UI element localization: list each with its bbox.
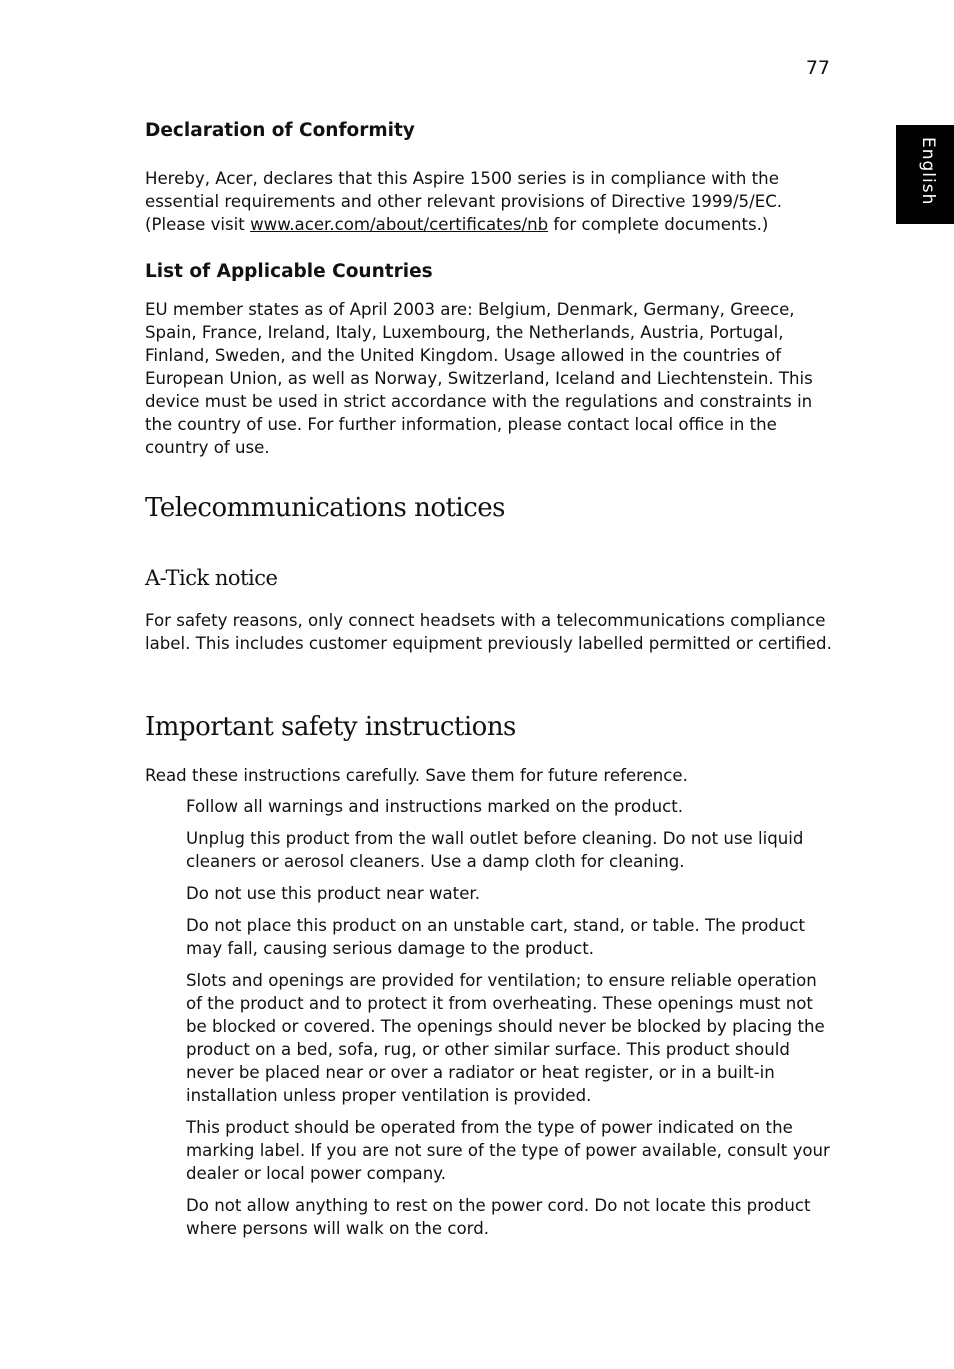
- declaration-text: [145, 167, 835, 236]
- list-item: Do not use this product near water.: [186, 884, 480, 903]
- declaration-text-before: Hereby, Acer, declares that this Aspire 1500 series is in compliance with the essential requirements and other relevant provisions of Directive 1999/5/EC. (Please visit: [145, 169, 783, 234]
- countries-text: EU member states as of April 2003 are: Belgium, Denmark, Germany, Greece, Spain, France, Ireland, Italy, Luxembourg, the Netherlands, Austria, Portugal, Finland, Sweden, and the United Kingdom. Usage allowed in the countries of European Union, as well as Norway, Switzerland, Iceland and Liechtenstein. This device must be used in strict accordance with the regulations and constraints in the country of use. For further information, please contact local office in the country of use.: [145, 300, 813, 457]
- list-item: Do not allow anything to rest on the power cord. Do not locate this product where persons will walk on the cord.: [186, 1196, 811, 1238]
- list-item: Unplug this product from the wall outlet before cleaning. Do not use liquid cleaners or aerosol cleaners. Use a damp cloth for cleaning.: [186, 829, 804, 871]
- safety-intro: Read these instructions carefully. Save them for future reference.: [145, 766, 688, 785]
- safety-instructions-list: [186, 795, 836, 1249]
- safety-heading: Important safety instructions: [145, 712, 516, 742]
- list-item: This product should be operated from the type of power indicated on the marking label. If you are not sure of the type of power available, consult your dealer or local power company.: [186, 1118, 830, 1183]
- page-number: 77: [805, 57, 830, 79]
- telecom-heading: Telecommunications notices: [145, 493, 506, 523]
- certificates-link[interactable]: www.acer.com/about/certificates/nb: [250, 215, 549, 234]
- declaration-heading: Declaration of Conformity: [145, 120, 415, 141]
- atick-text: For safety reasons, only connect headsets with a telecommunications compliance label. This includes customer equipment previously labelled permitted or certified.: [145, 611, 832, 653]
- atick-subheading: A-Tick notice: [145, 566, 278, 590]
- language-tab: [896, 125, 954, 224]
- declaration-text-after: for complete documents.): [548, 215, 769, 234]
- language-tab-label: English: [918, 137, 938, 206]
- list-item: Do not place this product on an unstable cart, stand, or table. The product may fall, causing serious damage to the product.: [186, 916, 805, 958]
- list-item: Follow all warnings and instructions marked on the product.: [186, 797, 684, 816]
- countries-heading: List of Applicable Countries: [145, 261, 433, 282]
- list-item: Slots and openings are provided for ventilation; to ensure reliable operation of the product and to protect it from overheating. These openings must not be blocked or covered. The openings should never be blocked by placing the product on a bed, sofa, rug, or other similar surface. This product should never be placed near or over a radiator or heat register, or in a built-in installation unless proper ventilation is provided.: [186, 971, 825, 1105]
